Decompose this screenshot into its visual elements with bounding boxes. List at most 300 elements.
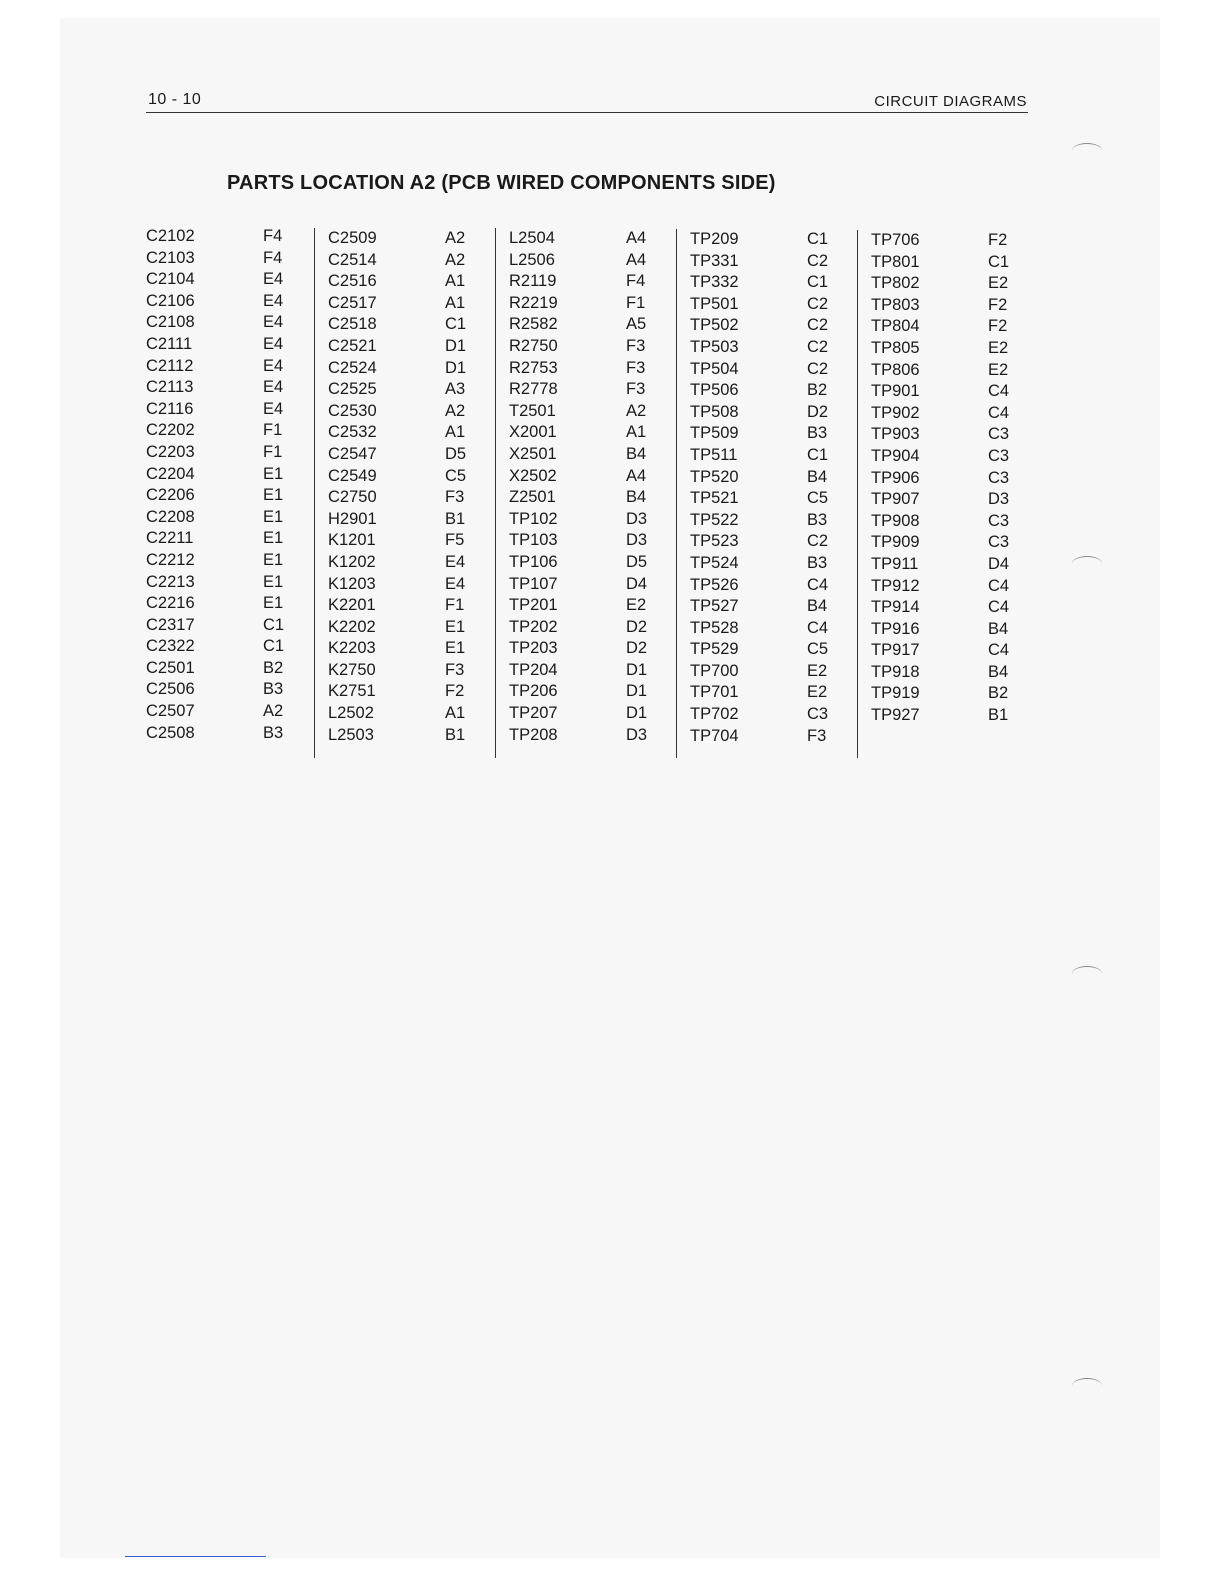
part-reference: TP906: [871, 468, 920, 487]
part-reference: TP902: [871, 403, 920, 422]
part-row: [858, 683, 1018, 705]
part-grid-location: E4: [263, 270, 284, 289]
part-reference: C2532: [328, 423, 377, 442]
part-grid-location: A4: [626, 250, 647, 269]
part-grid-location: E2: [807, 661, 828, 680]
part-reference: C2103: [146, 248, 195, 267]
part-row: [858, 468, 1018, 490]
part-reference: K2203: [328, 639, 376, 658]
part-grid-location: B3: [807, 510, 828, 529]
part-reference: TP331: [690, 251, 739, 270]
part-reference: TP209: [690, 230, 739, 248]
part-row: [315, 574, 490, 596]
part-reference: TP504: [690, 359, 739, 378]
part-row: [146, 269, 306, 291]
part-row: [858, 532, 1018, 554]
part-grid-location: A4: [626, 229, 647, 247]
part-row: [146, 679, 306, 701]
part-row: [677, 488, 852, 510]
part-row: [677, 380, 852, 402]
part-row: [496, 358, 671, 380]
part-reference: TP528: [690, 618, 739, 637]
part-grid-location: C3: [988, 446, 1010, 465]
part-grid-location: C2: [807, 359, 829, 378]
page-edge-mark: [125, 1556, 266, 1557]
part-grid-location: C5: [807, 489, 829, 508]
part-grid-location: B4: [807, 467, 828, 486]
part-grid-location: F1: [263, 442, 283, 461]
part-grid-location: A1: [445, 423, 466, 442]
part-grid-location: C1: [807, 230, 829, 248]
part-grid-location: C3: [988, 468, 1010, 487]
part-grid-location: B1: [445, 509, 466, 528]
part-reference: TP107: [509, 574, 558, 593]
part-row: [677, 315, 852, 337]
part-reference: K2750: [328, 660, 376, 679]
part-row: [146, 485, 306, 507]
part-reference: C2106: [146, 291, 195, 310]
part-row: [315, 314, 490, 336]
part-grid-location: E4: [263, 399, 284, 418]
part-row: [677, 359, 852, 381]
part-reference: R2582: [509, 315, 558, 334]
part-grid-location: B1: [445, 725, 466, 744]
part-row: [146, 572, 306, 594]
part-reference: C2206: [146, 486, 195, 505]
part-grid-location: C1: [445, 315, 467, 334]
part-grid-location: E1: [263, 464, 284, 483]
part-row: [315, 271, 490, 293]
part-row: [677, 510, 852, 532]
part-reference: TP806: [871, 360, 920, 379]
part-grid-location: B3: [263, 723, 284, 742]
part-grid-location: B3: [807, 553, 828, 572]
part-row: [146, 399, 306, 421]
part-row: [315, 422, 490, 444]
part-grid-location: E1: [263, 550, 284, 569]
part-reference: L2506: [509, 250, 555, 269]
part-grid-location: F1: [626, 293, 646, 312]
part-grid-location: E1: [263, 572, 284, 591]
part-grid-location: F3: [626, 380, 646, 399]
part-grid-location: E2: [626, 596, 647, 615]
part-reference: TP805: [871, 338, 920, 357]
part-row: [858, 446, 1018, 468]
part-reference: L2504: [509, 229, 555, 247]
part-reference: H2901: [328, 509, 377, 528]
part-row: [496, 336, 671, 358]
part-grid-location: C3: [988, 425, 1010, 444]
part-reference: TP511: [690, 445, 738, 464]
part-row: [496, 638, 671, 660]
part-row: [677, 575, 852, 597]
part-reference: C2507: [146, 702, 195, 721]
part-reference: TP503: [690, 337, 739, 356]
part-reference: TP702: [690, 705, 739, 724]
part-reference: TP918: [871, 662, 920, 681]
part-reference: T2501: [509, 401, 556, 420]
part-grid-location: A2: [626, 401, 647, 420]
parts-column: [495, 228, 671, 758]
part-row: [496, 660, 671, 682]
part-grid-location: C1: [263, 615, 285, 634]
part-reference: C2518: [328, 315, 377, 334]
part-grid-location: B4: [807, 597, 828, 616]
part-row: [315, 681, 490, 703]
part-reference: TP911: [871, 554, 919, 573]
part-grid-location: C2: [807, 337, 829, 356]
part-row: [146, 377, 306, 399]
part-reference: TP509: [690, 424, 739, 443]
part-row: [315, 725, 490, 747]
part-grid-location: C2: [807, 316, 829, 335]
part-grid-location: C4: [988, 641, 1010, 660]
part-row: [677, 618, 852, 640]
part-row: [858, 403, 1018, 425]
part-row: [496, 595, 671, 617]
part-reference: TP201: [509, 596, 558, 615]
part-reference: C2317: [146, 615, 195, 634]
part-reference: TP203: [509, 639, 558, 658]
part-reference: C2111: [146, 334, 193, 353]
part-row: [677, 402, 852, 424]
part-reference: TP802: [871, 274, 920, 293]
part-reference: K2202: [328, 617, 376, 636]
part-grid-location: B2: [988, 684, 1009, 703]
part-grid-location: F3: [445, 488, 465, 507]
part-row: [677, 661, 852, 683]
part-reference: K2751: [328, 682, 376, 701]
part-reference: C2202: [146, 421, 195, 440]
part-row: [146, 550, 306, 572]
part-grid-location: D3: [626, 531, 648, 550]
part-row: [858, 424, 1018, 446]
part-row: [315, 552, 490, 574]
part-grid-location: C4: [807, 618, 829, 637]
part-reference: C2508: [146, 723, 195, 742]
part-reference: C2322: [146, 637, 195, 656]
part-grid-location: A2: [263, 702, 284, 721]
binder-hole-mark: [1072, 556, 1102, 571]
part-row: [677, 553, 852, 575]
part-reference: X2001: [509, 423, 557, 442]
part-grid-location: F4: [263, 248, 283, 267]
part-reference: C2208: [146, 507, 195, 526]
part-row: [146, 312, 306, 334]
part-grid-location: E2: [807, 683, 828, 702]
part-row: [858, 316, 1018, 338]
part-row: [315, 293, 490, 315]
part-row: [146, 356, 306, 378]
part-row: [315, 638, 490, 660]
part-reference: C2516: [328, 272, 377, 291]
part-reference: C2514: [328, 250, 377, 269]
part-reference: TP508: [690, 402, 739, 421]
part-grid-location: B3: [263, 680, 284, 699]
part-reference: TP916: [871, 619, 920, 638]
part-grid-location: F2: [988, 317, 1008, 336]
part-grid-location: D4: [988, 554, 1010, 573]
part-grid-location: D1: [626, 682, 648, 701]
part-row: [858, 230, 1018, 252]
part-reference: TP332: [690, 273, 739, 292]
part-reference: TP523: [690, 532, 739, 551]
part-row: [858, 662, 1018, 684]
section-title: CIRCUIT DIAGRAMS: [874, 93, 1027, 110]
part-grid-location: B1: [988, 706, 1009, 725]
part-grid-location: C3: [988, 511, 1010, 530]
part-grid-location: A2: [445, 250, 466, 269]
part-reference: TP502: [690, 316, 739, 335]
part-row: [496, 250, 671, 272]
part-grid-location: A1: [445, 272, 466, 291]
part-row: [858, 273, 1018, 295]
part-grid-location: F3: [445, 660, 465, 679]
part-grid-location: F5: [445, 531, 465, 550]
part-reference: X2501: [509, 444, 557, 463]
part-row: [496, 271, 671, 293]
part-reference: C2517: [328, 293, 377, 312]
part-row: [677, 294, 852, 316]
part-grid-location: C2: [807, 294, 829, 313]
part-row: [496, 293, 671, 315]
part-row: [677, 682, 852, 704]
part-grid-location: C4: [807, 575, 829, 594]
part-reference: C2524: [328, 358, 377, 377]
part-reference: TP704: [690, 726, 739, 745]
part-row: [315, 466, 490, 488]
part-grid-location: E1: [263, 529, 284, 548]
part-reference: C2547: [328, 444, 377, 463]
part-reference: TP207: [509, 704, 558, 723]
page-title: PARTS LOCATION A2 (PCB WIRED COMPONENTS SIDE): [227, 172, 776, 194]
part-grid-location: E1: [263, 507, 284, 526]
parts-column: [314, 228, 490, 758]
part-grid-location: D5: [445, 444, 467, 463]
part-grid-location: E4: [263, 378, 284, 397]
part-grid-location: D1: [626, 704, 648, 723]
part-reference: C2204: [146, 464, 195, 483]
part-reference: L2502: [328, 704, 374, 723]
part-reference: TP901: [871, 382, 920, 401]
part-grid-location: C2: [807, 532, 829, 551]
part-reference: X2502: [509, 466, 557, 485]
part-reference: C2112: [146, 356, 194, 375]
part-grid-location: F3: [626, 358, 646, 377]
part-row: [677, 639, 852, 661]
part-row: [496, 314, 671, 336]
part-reference: TP527: [690, 597, 739, 616]
part-grid-location: C4: [988, 403, 1010, 422]
part-grid-location: E1: [263, 594, 284, 613]
part-row: [496, 703, 671, 725]
part-row: [496, 617, 671, 639]
part-reference: C2213: [146, 572, 195, 591]
part-reference: C2116: [146, 399, 194, 418]
part-grid-location: F2: [445, 682, 465, 701]
part-reference: C2102: [146, 227, 195, 245]
part-reference: TP907: [871, 490, 920, 509]
part-row: [146, 226, 306, 248]
part-grid-location: D3: [626, 725, 648, 744]
part-grid-location: D1: [626, 660, 648, 679]
part-reference: R2753: [509, 358, 558, 377]
part-grid-location: E1: [445, 639, 466, 658]
part-row: [496, 444, 671, 466]
part-reference: K1201: [328, 531, 376, 550]
part-grid-location: D1: [445, 336, 467, 355]
part-row: [858, 619, 1018, 641]
part-row: [858, 338, 1018, 360]
part-row: [315, 358, 490, 380]
part-row: [315, 487, 490, 509]
part-grid-location: A1: [626, 423, 647, 442]
part-reference: TP803: [871, 295, 920, 314]
part-reference: R2119: [509, 272, 557, 291]
part-reference: C2104: [146, 270, 195, 289]
part-row: [496, 487, 671, 509]
part-row: [315, 509, 490, 531]
part-grid-location: A3: [445, 380, 466, 399]
part-row: [677, 467, 852, 489]
part-grid-location: E4: [263, 356, 284, 375]
part-grid-location: C1: [807, 445, 829, 464]
part-reference: TP927: [871, 706, 920, 725]
part-row: [858, 489, 1018, 511]
part-reference: C2509: [328, 229, 377, 247]
part-grid-location: C4: [988, 382, 1010, 401]
part-reference: C2501: [146, 658, 195, 677]
part-reference: R2750: [509, 336, 558, 355]
part-reference: TP706: [871, 231, 920, 249]
part-row: [677, 596, 852, 618]
part-grid-location: A4: [626, 466, 647, 485]
part-grid-location: F3: [807, 726, 827, 745]
part-grid-location: E2: [988, 274, 1009, 293]
part-reference: C2530: [328, 401, 377, 420]
part-row: [146, 701, 306, 723]
part-reference: TP208: [509, 725, 558, 744]
part-grid-location: E2: [988, 360, 1009, 379]
part-reference: C2525: [328, 380, 377, 399]
binder-hole-mark: [1072, 1378, 1102, 1393]
part-row: [146, 334, 306, 356]
part-reference: K1203: [328, 574, 376, 593]
part-grid-location: B2: [263, 658, 284, 677]
part-row: [496, 509, 671, 531]
part-row: [858, 640, 1018, 662]
part-row: [677, 726, 852, 748]
part-reference: TP204: [509, 660, 558, 679]
part-reference: TP908: [871, 511, 920, 530]
part-row: [146, 615, 306, 637]
part-grid-location: C4: [988, 598, 1010, 617]
part-reference: C2216: [146, 594, 195, 613]
part-grid-location: F1: [263, 421, 283, 440]
part-row: [677, 229, 852, 251]
part-row: [496, 228, 671, 250]
part-grid-location: C1: [988, 252, 1010, 271]
part-grid-location: C1: [807, 273, 829, 292]
part-grid-location: E4: [263, 291, 284, 310]
part-grid-location: C2: [807, 251, 829, 270]
part-row: [496, 681, 671, 703]
part-row: [315, 530, 490, 552]
part-row: [315, 617, 490, 639]
part-grid-location: C5: [445, 466, 467, 485]
part-reference: TP909: [871, 533, 920, 552]
part-row: [858, 381, 1018, 403]
part-grid-location: D2: [626, 617, 648, 636]
part-reference: C2506: [146, 680, 195, 699]
part-row: [677, 445, 852, 467]
part-row: [496, 574, 671, 596]
part-grid-location: D3: [988, 490, 1010, 509]
part-reference: TP520: [690, 467, 739, 486]
part-reference: C2549: [328, 466, 377, 485]
part-row: [146, 636, 306, 658]
part-reference: TP917: [871, 641, 920, 660]
part-grid-location: B4: [988, 619, 1009, 638]
part-reference: TP904: [871, 446, 920, 465]
part-reference: R2219: [509, 293, 558, 312]
part-grid-location: D5: [626, 552, 648, 571]
part-row: [858, 360, 1018, 382]
part-row: [146, 420, 306, 442]
part-row: [146, 248, 306, 270]
part-row: [315, 444, 490, 466]
part-row: [146, 464, 306, 486]
part-grid-location: B4: [988, 662, 1009, 681]
part-grid-location: E2: [988, 338, 1009, 357]
part-row: [677, 704, 852, 726]
part-grid-location: A1: [445, 704, 466, 723]
part-reference: TP919: [871, 684, 920, 703]
part-reference: TP106: [509, 552, 558, 571]
part-grid-location: F3: [626, 336, 646, 355]
part-row: [315, 401, 490, 423]
part-reference: TP103: [509, 531, 558, 550]
part-reference: TP903: [871, 425, 920, 444]
part-grid-location: A1: [445, 293, 466, 312]
part-grid-location: E4: [445, 552, 466, 571]
part-row: [146, 442, 306, 464]
part-row: [677, 251, 852, 273]
part-grid-location: F2: [988, 231, 1008, 249]
part-reference: TP506: [690, 381, 739, 400]
part-reference: TP701: [690, 683, 739, 702]
part-reference: L2503: [328, 725, 374, 744]
parts-column: [857, 230, 1018, 758]
part-grid-location: C1: [263, 637, 285, 656]
parts-column: [146, 226, 306, 746]
part-reference: K1202: [328, 552, 376, 571]
part-row: [496, 725, 671, 747]
part-grid-location: A2: [445, 401, 466, 420]
part-row: [496, 422, 671, 444]
part-row: [315, 379, 490, 401]
part-row: [677, 337, 852, 359]
part-grid-location: C5: [807, 640, 829, 659]
header-divider: [146, 112, 1028, 113]
part-row: [858, 597, 1018, 619]
part-row: [315, 703, 490, 725]
part-grid-location: B4: [626, 488, 647, 507]
part-row: [146, 723, 306, 745]
part-reference: C2521: [328, 336, 377, 355]
part-reference: R2778: [509, 380, 558, 399]
part-row: [496, 401, 671, 423]
